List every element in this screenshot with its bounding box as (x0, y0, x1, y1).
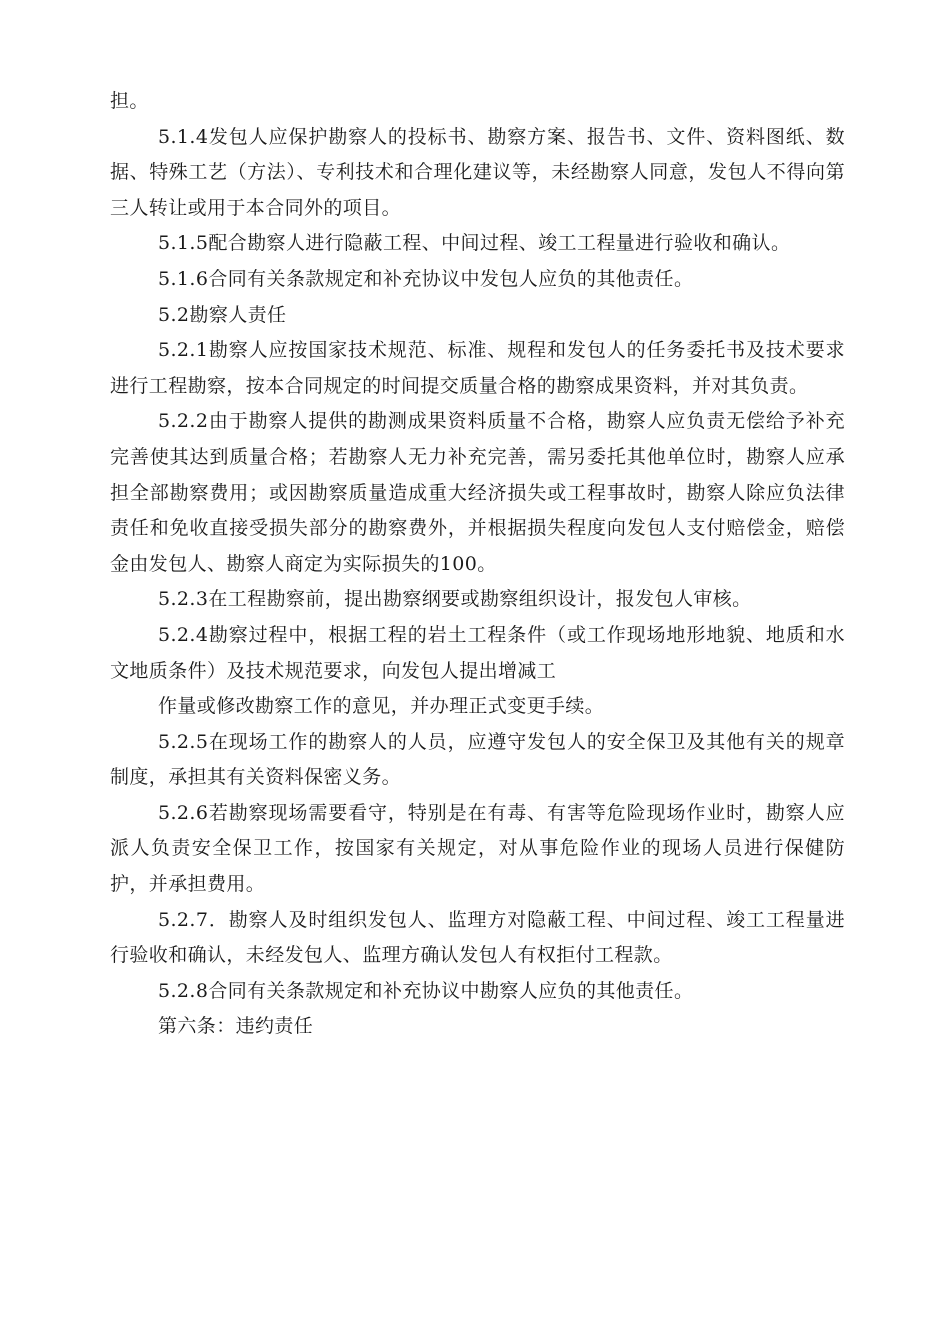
section-heading-5-2: 5.2勘察人责任 (158, 303, 287, 326)
paragraph-5-2-6: 5.2.6若勘察现场需要看守，特别是在有毒、有害等危险现场作业时，勘察人应派人负责安全保卫工作，按国家有关规定，对从事危险作业的现场人员进行保健防护，并承担费用。 (110, 801, 845, 896)
document-body (110, 84, 845, 1045)
paragraph-continuation: 担。 (110, 90, 149, 112)
paragraph-5-2-3: 5.2.3在工程勘察前，提出勘察纲要或勘察组织设计，报发包人审核。 (158, 588, 752, 611)
paragraph-5-2-4-continued: 作量或修改勘察工作的意见，并办理正式变更手续。 (158, 695, 605, 718)
paragraph-5-2-4: 5.2.4勘察过程中，根据工程的岩土工程条件（或工作现场地形地貌、地质和水文地质条件）及技术规范要求，向发包人提出增减工 (110, 623, 845, 682)
paragraph-5-1-5: 5.1.5配合勘察人进行隐蔽工程、中间过程、竣工工程量进行验收和确认。 (158, 232, 791, 255)
paragraph-5-2-7: 5.2.7．勘察人及时组织发包人、监理方对隐蔽工程、中间过程、竣工工程量进行验收和确认，未经发包人、监理方确认发包人有权拒付工程款。 (110, 908, 845, 967)
paragraph-5-2-5: 5.2.5在现场工作的勘察人的人员，应遵守发包人的安全保卫及其他有关的规章制度，承担其有关资料保密义务。 (110, 730, 845, 789)
paragraph-5-2-8: 5.2.8合同有关条款规定和补充协议中勘察人应负的其他责任。 (158, 979, 694, 1002)
paragraph-5-2-1: 5.2.1勘察人应按国家技术规范、标准、规程和发包人的任务委托书及技术要求进行工程勘察，按本合同规定的时间提交质量合格的勘察成果资料，并对其负责。 (110, 339, 845, 397)
paragraph-5-2-2: 5.2.2由于勘察人提供的勘测成果资料质量不合格，勘察人应负责无偿给予补充完善使其达到质量合格；若勘察人无力补充完善，需另委托其他单位时，勘察人应承担全部勘察费用；或因勘察质量造成重大经济损失或工程事故时，勘察人除应负法律责任和免收直接受损失部分的勘察费外，并根据损失程度向发包人支付赔偿金，赔偿金由发包人、勘察人商定为实际损失的100。 (110, 410, 845, 575)
paragraph-5-1-4: 5.1.4发包人应保护勘察人的投标书、勘察方案、报告书、文件、资料图纸、数据、特殊工艺（方法）、专利技术和合理化建议等，未经勘察人同意，发包人不得向第三人转让或用于本合同外的项目。 (110, 125, 845, 219)
paragraph-5-1-6: 5.1.6合同有关条款规定和补充协议中发包人应负的其他责任。 (158, 267, 694, 290)
article-6-heading: 第六条：违约责任 (158, 1015, 314, 1038)
